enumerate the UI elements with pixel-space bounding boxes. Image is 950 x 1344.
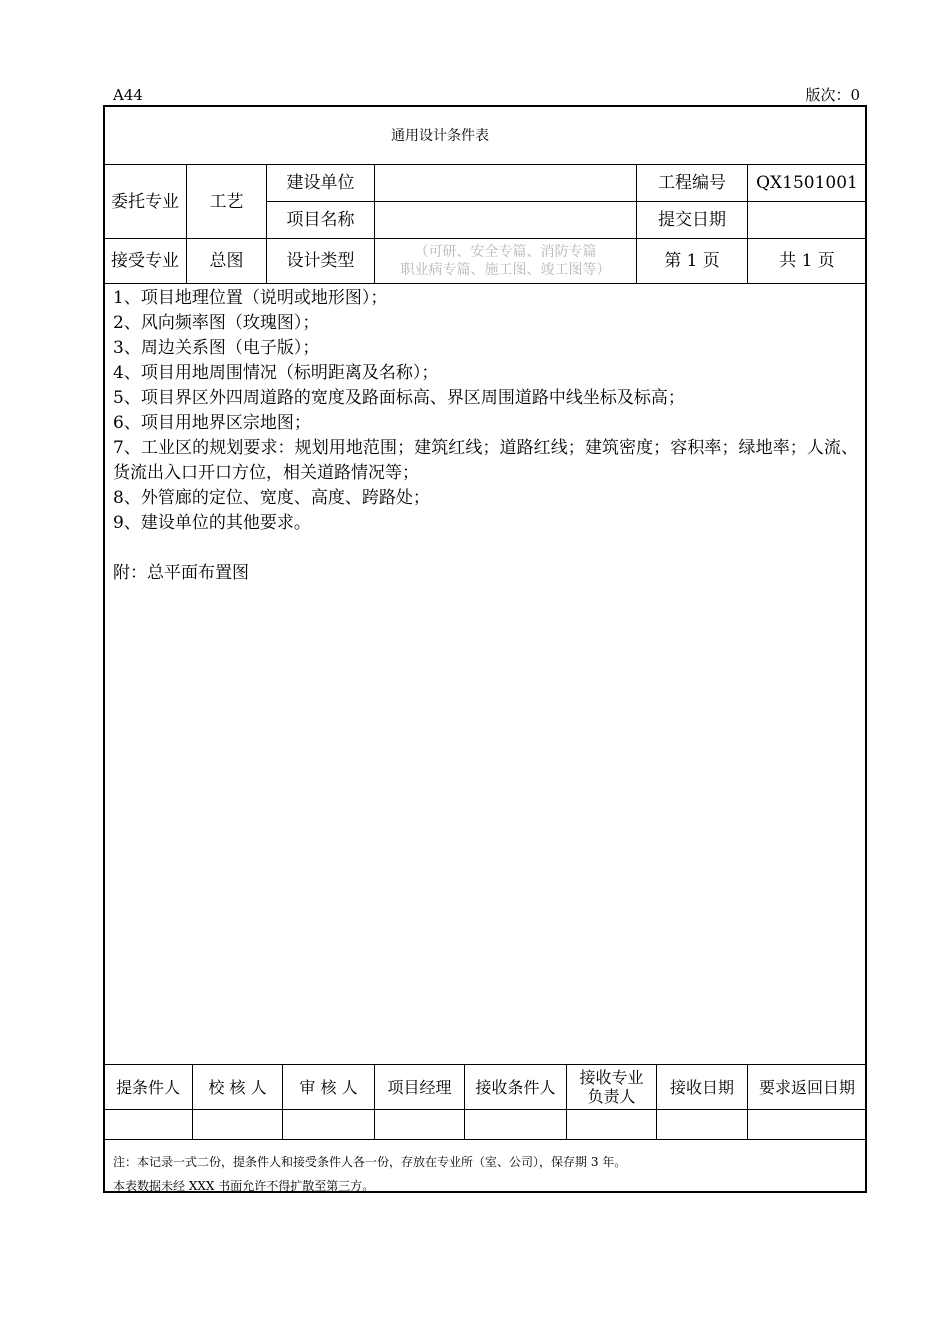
attachment-note: 附：总平面布置图 <box>113 563 249 583</box>
submit-date-label: 提交日期 <box>658 210 726 230</box>
project-manager-signature-field[interactable] <box>375 1110 464 1139</box>
return-date-field[interactable] <box>748 1110 866 1139</box>
construction-unit-field[interactable] <box>375 165 636 201</box>
signoff-header-line: 负责人 <box>587 1087 636 1106</box>
list-item: 8、外管廊的定位、宽度、高度、跨路处； <box>113 488 430 508</box>
grid-line <box>104 283 866 284</box>
note-retention: 注：本记录一式二份，提条件人和接受条件人各一份，存放在专业所（室、公司），保存期 3 年。 <box>113 1155 627 1169</box>
delegate-discipline-value: 工艺 <box>209 191 244 212</box>
signoff-header-project-manager: 项目经理 <box>387 1077 452 1097</box>
requirements-list <box>113 286 858 586</box>
design-type-label: 设计类型 <box>286 251 355 271</box>
receive-date-field[interactable] <box>657 1110 747 1139</box>
list-item: 2、风向频率图（玫瑰图）； <box>113 313 320 333</box>
submit-date-field[interactable] <box>748 202 866 238</box>
project-name-field[interactable] <box>375 202 636 238</box>
form-title: 通用设计条件表 <box>391 127 489 144</box>
project-name-label: 项目名称 <box>286 210 355 230</box>
list-item: 1、项目地理位置（说明或地形图）； <box>113 288 388 308</box>
list-item: 5、项目界区外四周道路的宽度及路面标高、界区周围道路中线坐标及标高； <box>113 388 685 408</box>
list-item: 7、工业区的规划要求：规划用地范围；建筑红线；道路红线；建筑密度；容积率；绿地率；人流、货流出入口开口方位，相关道路情况等； <box>113 438 858 483</box>
receiver-signature-field[interactable] <box>465 1110 566 1139</box>
project-number-value[interactable]: QX1501001 <box>756 173 858 193</box>
grid-line <box>104 1139 866 1140</box>
form-code: A44 <box>113 86 143 104</box>
list-item: 4、项目用地周围情况（标明距离及名称）； <box>113 363 439 383</box>
page-number: 第 1 页 <box>664 251 720 271</box>
signoff-header-line: 接收专业 <box>579 1068 644 1087</box>
design-type-hint-line1: （可研、安全专篇、消防专篇 <box>414 244 597 260</box>
receiving-lead-signature-field[interactable] <box>567 1110 656 1139</box>
list-item: 3、周边关系图（电子版）； <box>113 338 320 358</box>
project-number-label: 工程编号 <box>658 173 726 193</box>
design-type-field[interactable] <box>375 239 636 283</box>
signoff-header-submitter: 提条件人 <box>115 1077 180 1097</box>
signoff-header-checker: 校 核 人 <box>208 1077 267 1097</box>
page-total: 共 1 页 <box>779 251 835 271</box>
receive-discipline-value: 总图 <box>209 251 244 271</box>
reviewer-signature-field[interactable] <box>283 1110 374 1139</box>
design-type-hint-line2: 职业病专篇、施工图、竣工图等） <box>400 262 611 278</box>
submitter-signature-field[interactable] <box>104 1110 192 1139</box>
note-confidentiality: 本表数据未经 XXX 书面允许不得扩散至第三方。 <box>113 1179 375 1193</box>
spacer <box>113 536 858 561</box>
list-item: 6、项目用地界区宗地图； <box>113 413 311 433</box>
construction-unit-label: 建设单位 <box>286 173 355 193</box>
delegate-discipline-label: 委托专业 <box>111 191 179 212</box>
signoff-header-reviewer: 审 核 人 <box>299 1077 358 1097</box>
revision-label: 版次：0 <box>805 86 860 104</box>
list-item: 9、建设单位的其他要求。 <box>113 513 311 533</box>
signoff-header-receiving-lead <box>567 1065 656 1109</box>
checker-signature-field[interactable] <box>193 1110 282 1139</box>
signoff-header-receive-date: 接收日期 <box>669 1077 734 1097</box>
signoff-header-return-date: 要求返回日期 <box>758 1077 855 1097</box>
signoff-header-receiver: 接收条件人 <box>475 1077 556 1097</box>
receive-discipline-label: 接受专业 <box>111 251 179 271</box>
